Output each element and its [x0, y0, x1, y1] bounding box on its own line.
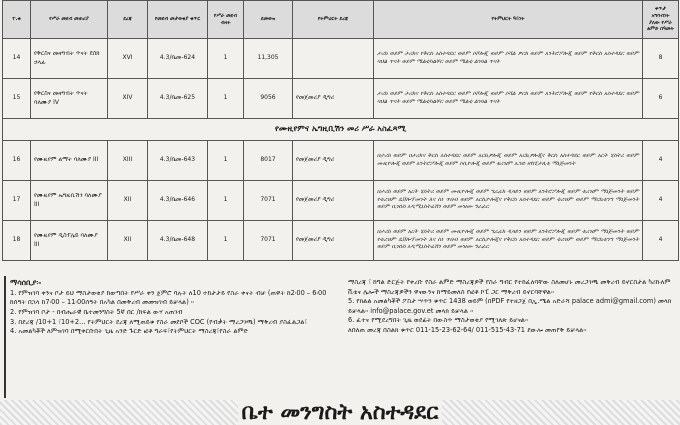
- header-count: የሥራ መደብ ብዛት: [208, 1, 244, 39]
- footer-banner: [0, 400, 680, 425]
- cell-salary: 8017: [244, 141, 293, 181]
- cell-field: በታሪክ ወይም አርት ሂስትሪ ወይም ሙዚዮሎጂ ወይም ግራፊክ ዲዛይን ወይም አንትሮፖሎጂ ወይም ቱሪዝም ማኔጅመንት ወይም የቱሪዝም ዴቨሎፕመንት እና ስነ ጥበብ ወይም አርኪዮሎጂና የቅርስ አስተዳደር ወይም ቱሪዝም ወይም ማርኬቲንግ ማኔጅመንት ወይም ቢዝነስ አዲሚኒስትሬሽን ወይም መዝሙ ግራፊር: [374, 181, 643, 221]
- note-item: 4. አመልካቾች ለምዝገባ በሚቀርቡበት ጊዜ አንድ ጉርድ ፎቶ ግራፍ፣የትምህርት ማስረጃ፣የስራ ልምድ: [10, 327, 249, 336]
- cell-title: የሙዚየም ዲስፕሌይ ባለሙያ III: [31, 221, 108, 261]
- table-header: [3, 1, 679, 39]
- notes: [4, 276, 676, 398]
- cell-field: በታሪክ ወይም በታሪክና ቅርስ አስተዳደር ወይም አርኪዎሎጂ ወይም አርኪዎሎጂና ቅርስ አስተዳደር ወይም አርት ሂስትሪ ወይም ሙዚዮሎጂ ወይም አንትሮፖሎጂ ወይም ሶሲዮሎጂ ወይም ቱሪዝም ኤንድ ሆስፒታሊቲ ማኔጅመንት: [374, 141, 643, 181]
- header-exp: ቀጥታ አግባብነት ያለው የሥራ ልምድ በዓመት: [643, 1, 679, 39]
- cell-no: 14: [3, 39, 31, 79]
- cell-count: 1: [208, 79, 244, 119]
- cell-salary: 9056: [244, 79, 293, 119]
- cell-salary: 11,305: [244, 39, 293, 79]
- header-title: የሥራ መደብ መጠሪያ: [31, 1, 108, 39]
- section-heading: የሙዚየምና ኤግዚቢሽን መሪ ሥራ አስፈጻሚ: [3, 119, 679, 141]
- cell-title: የቅርስና መዛግብት ጥናት ባለሙያ IV: [31, 79, 108, 119]
- cell-grade: XII: [108, 221, 148, 261]
- cell-no: 15: [3, 79, 31, 119]
- cell-edu: [293, 39, 374, 79]
- cell-id: 4.3/ቤመ-646: [148, 181, 208, 221]
- cell-exp: 4: [643, 221, 679, 261]
- cell-no: 16: [3, 141, 31, 181]
- cell-no: 18: [3, 221, 31, 261]
- note-item: ማስረጃ ፣ ከግል ድርጅት የቀረቡ የስራ ልምድ ማስረጃዎች የስራ ግብር የተከፈለባቸው ስለመሆኑ መረጋገጫ መቅረብ ይኖርበታል ካሪኩለም ቪቴና ሌሎች ማስረጃዎችን ዋናውንና ከማይመለስ የፎቶ ኮፒ ጋር ማቅረብ ይኖርባቸዋል።: [348, 278, 671, 296]
- header-salary: ደመወዝ: [244, 1, 293, 39]
- cell-no: 17: [3, 181, 31, 221]
- organization-name: ቤተ መንግስት አስተዳደር: [238, 399, 443, 425]
- table-row: [3, 39, 679, 79]
- cell-salary: 7071: [244, 181, 293, 221]
- table-row: [3, 141, 679, 181]
- cell-field: ታሪክ ወይም ታሪክና የቅርስ አስተዳደር ወይም ሶሾሎጂ ወይም ሶሻል ዎርክ ወይም አንትሮፖሎጂ ወይም የቅርስ አስተዳደር ወይም ባህል ጥናት ወይም ሜልቲካልቸር ወይም ሜልቲ ልንጓል ጥናት: [374, 79, 643, 119]
- cell-exp: 4: [643, 181, 679, 221]
- cell-grade: XIII: [108, 141, 148, 181]
- cell-count: 1: [208, 141, 244, 181]
- note-contact: ለበለጠ መረጃ በስልክ ቁጥር 011-15-23-62-64/ 011-515-43-71 ደውሎ መጠየቅ ይቻላል።: [348, 325, 587, 334]
- header-id: የመደብ መታወቂያ ቁጥር: [148, 1, 208, 39]
- cell-id: 4.3/ቤመ-624: [148, 39, 208, 79]
- cell-field: ታሪክ ወይም ታሪክና የቅርስ አስተዳደር ወይም ሶሾሎጂ ወይም ሶሻል ዎርክ ወይም አንትሮፖሎጂ ወይም የቅርስ አስተዳደር ወይም ባህል ጥናት ወይም ሜልቲካልቸር ወይም ሜልቲ ልንጓል ጥናት: [374, 39, 643, 79]
- cell-count: 1: [208, 181, 244, 221]
- cell-field: በታሪክ ወይም አርት ሂስትሪ ወይም ሙዚዮሎጂ ወይም ግራፊክ ዲዛይን ወይም አንትሮፖሎጂ ወይም ቱሪዝም ማኔጅመንት ወይም የቱሪዝም ዴቨሎፕመንት እና ስነ ጥበብ ወይም አርኪዮሎጂና የቅርስ አስተዳደር ወይም ቱሪዝም ወይም ማርኬቲንግ ማኔጅመንት ወይም ቢዝነስ አዲሚኒስትሬሽን ወይም መዝሙ ግራፊር: [374, 221, 643, 261]
- cell-id: 4.3/ቤመ-625: [148, 79, 208, 119]
- cell-title: የቅርስና መዛግብት ጥናት ደስክ ኃላፊ: [31, 39, 108, 79]
- header-field: የትምህርት ዓይነት: [374, 1, 643, 39]
- table-row: [3, 79, 679, 119]
- note-item: 5. የክልል አመልካቾች ፖስታ ሣጥን ቁጥር 1438 ወይም (በPDF የተዘጋጀ በኢ.ሜል አድራሻ palace admi@gmail.com) መላክ ይቻላል። info@palace.gov.et መላክ ይቻላል ።: [348, 297, 672, 315]
- cell-grade: XVI: [108, 39, 148, 79]
- cell-edu: የመጀመሪያ ዲግሪ: [293, 221, 374, 261]
- cell-salary: 7071: [244, 221, 293, 261]
- cell-title: የሙዚየም ኤግዚቢሽን ባለሙያ III: [31, 181, 108, 221]
- cell-grade: XII: [108, 181, 148, 221]
- cell-exp: 6: [643, 79, 679, 119]
- note-item: 2. የምዝገባ ቦታ - በብሔራዊ ቤተመንግስት 5ኛ በር /ከፍል ውሃ አጠገብ: [10, 307, 183, 316]
- cell-count: 1: [208, 39, 244, 79]
- header-grade: ደረጃ: [108, 1, 148, 39]
- cell-id: 4.3/ቤመ-643: [148, 141, 208, 181]
- header-no: ተ.ቁ: [3, 1, 31, 39]
- cell-edu: የመጀመሪያ ዲግሪ: [293, 79, 374, 119]
- cell-count: 1: [208, 221, 244, 261]
- note-item: 3. በደረጃ /10+1 ፣10+2... የትምህርት ደረጃ ለሚጠይቁ የስራ መደቦች COC (የብቃት ማረጋገጫ) ማቅረብ ያስፈልጋል፣: [10, 317, 308, 326]
- cell-exp: 4: [643, 141, 679, 181]
- cell-exp: 8: [643, 39, 679, 79]
- cell-edu: የመጀመሪያ ዲግሪ: [293, 181, 374, 221]
- cell-title: የሙዚየም ልማት ባለሙያ III: [31, 141, 108, 181]
- cell-edu: የመጀመሪያ ዲግሪ: [293, 141, 374, 181]
- table-row: [3, 181, 679, 221]
- cell-grade: XIV: [108, 79, 148, 119]
- notes-heading: ማሳሰቢያ፡-: [10, 278, 42, 287]
- job-vacancy-table: [2, 0, 679, 261]
- table-row: [3, 221, 679, 261]
- header-edu: የትምህርት ደረጃ: [293, 1, 374, 39]
- note-item: 1. የምዝገባ ቀንና ቦታ ይህ ማስታወቂያ ከወጣበት የሥራ ቀን ጀምሮ ባሉት ለ10 ተከታታይ የስራ ቀናት ብቻ (ጠዋት ከ2፡00 – 6፡00 ከሰዓት በኋላ ከ7፡00 – 11፡00ሰዓት በአካል በመቅረብ መመዝገብ ይቻላል) ።: [10, 288, 327, 307]
- note-item: 6. ፈተና የሚደረግበት ጊዜ ወደፊት በውስጥ ማስታወቂያ የሚገለጽ ይሆናል።: [348, 316, 529, 325]
- cell-id: 4.3/ቤመ-648: [148, 221, 208, 261]
